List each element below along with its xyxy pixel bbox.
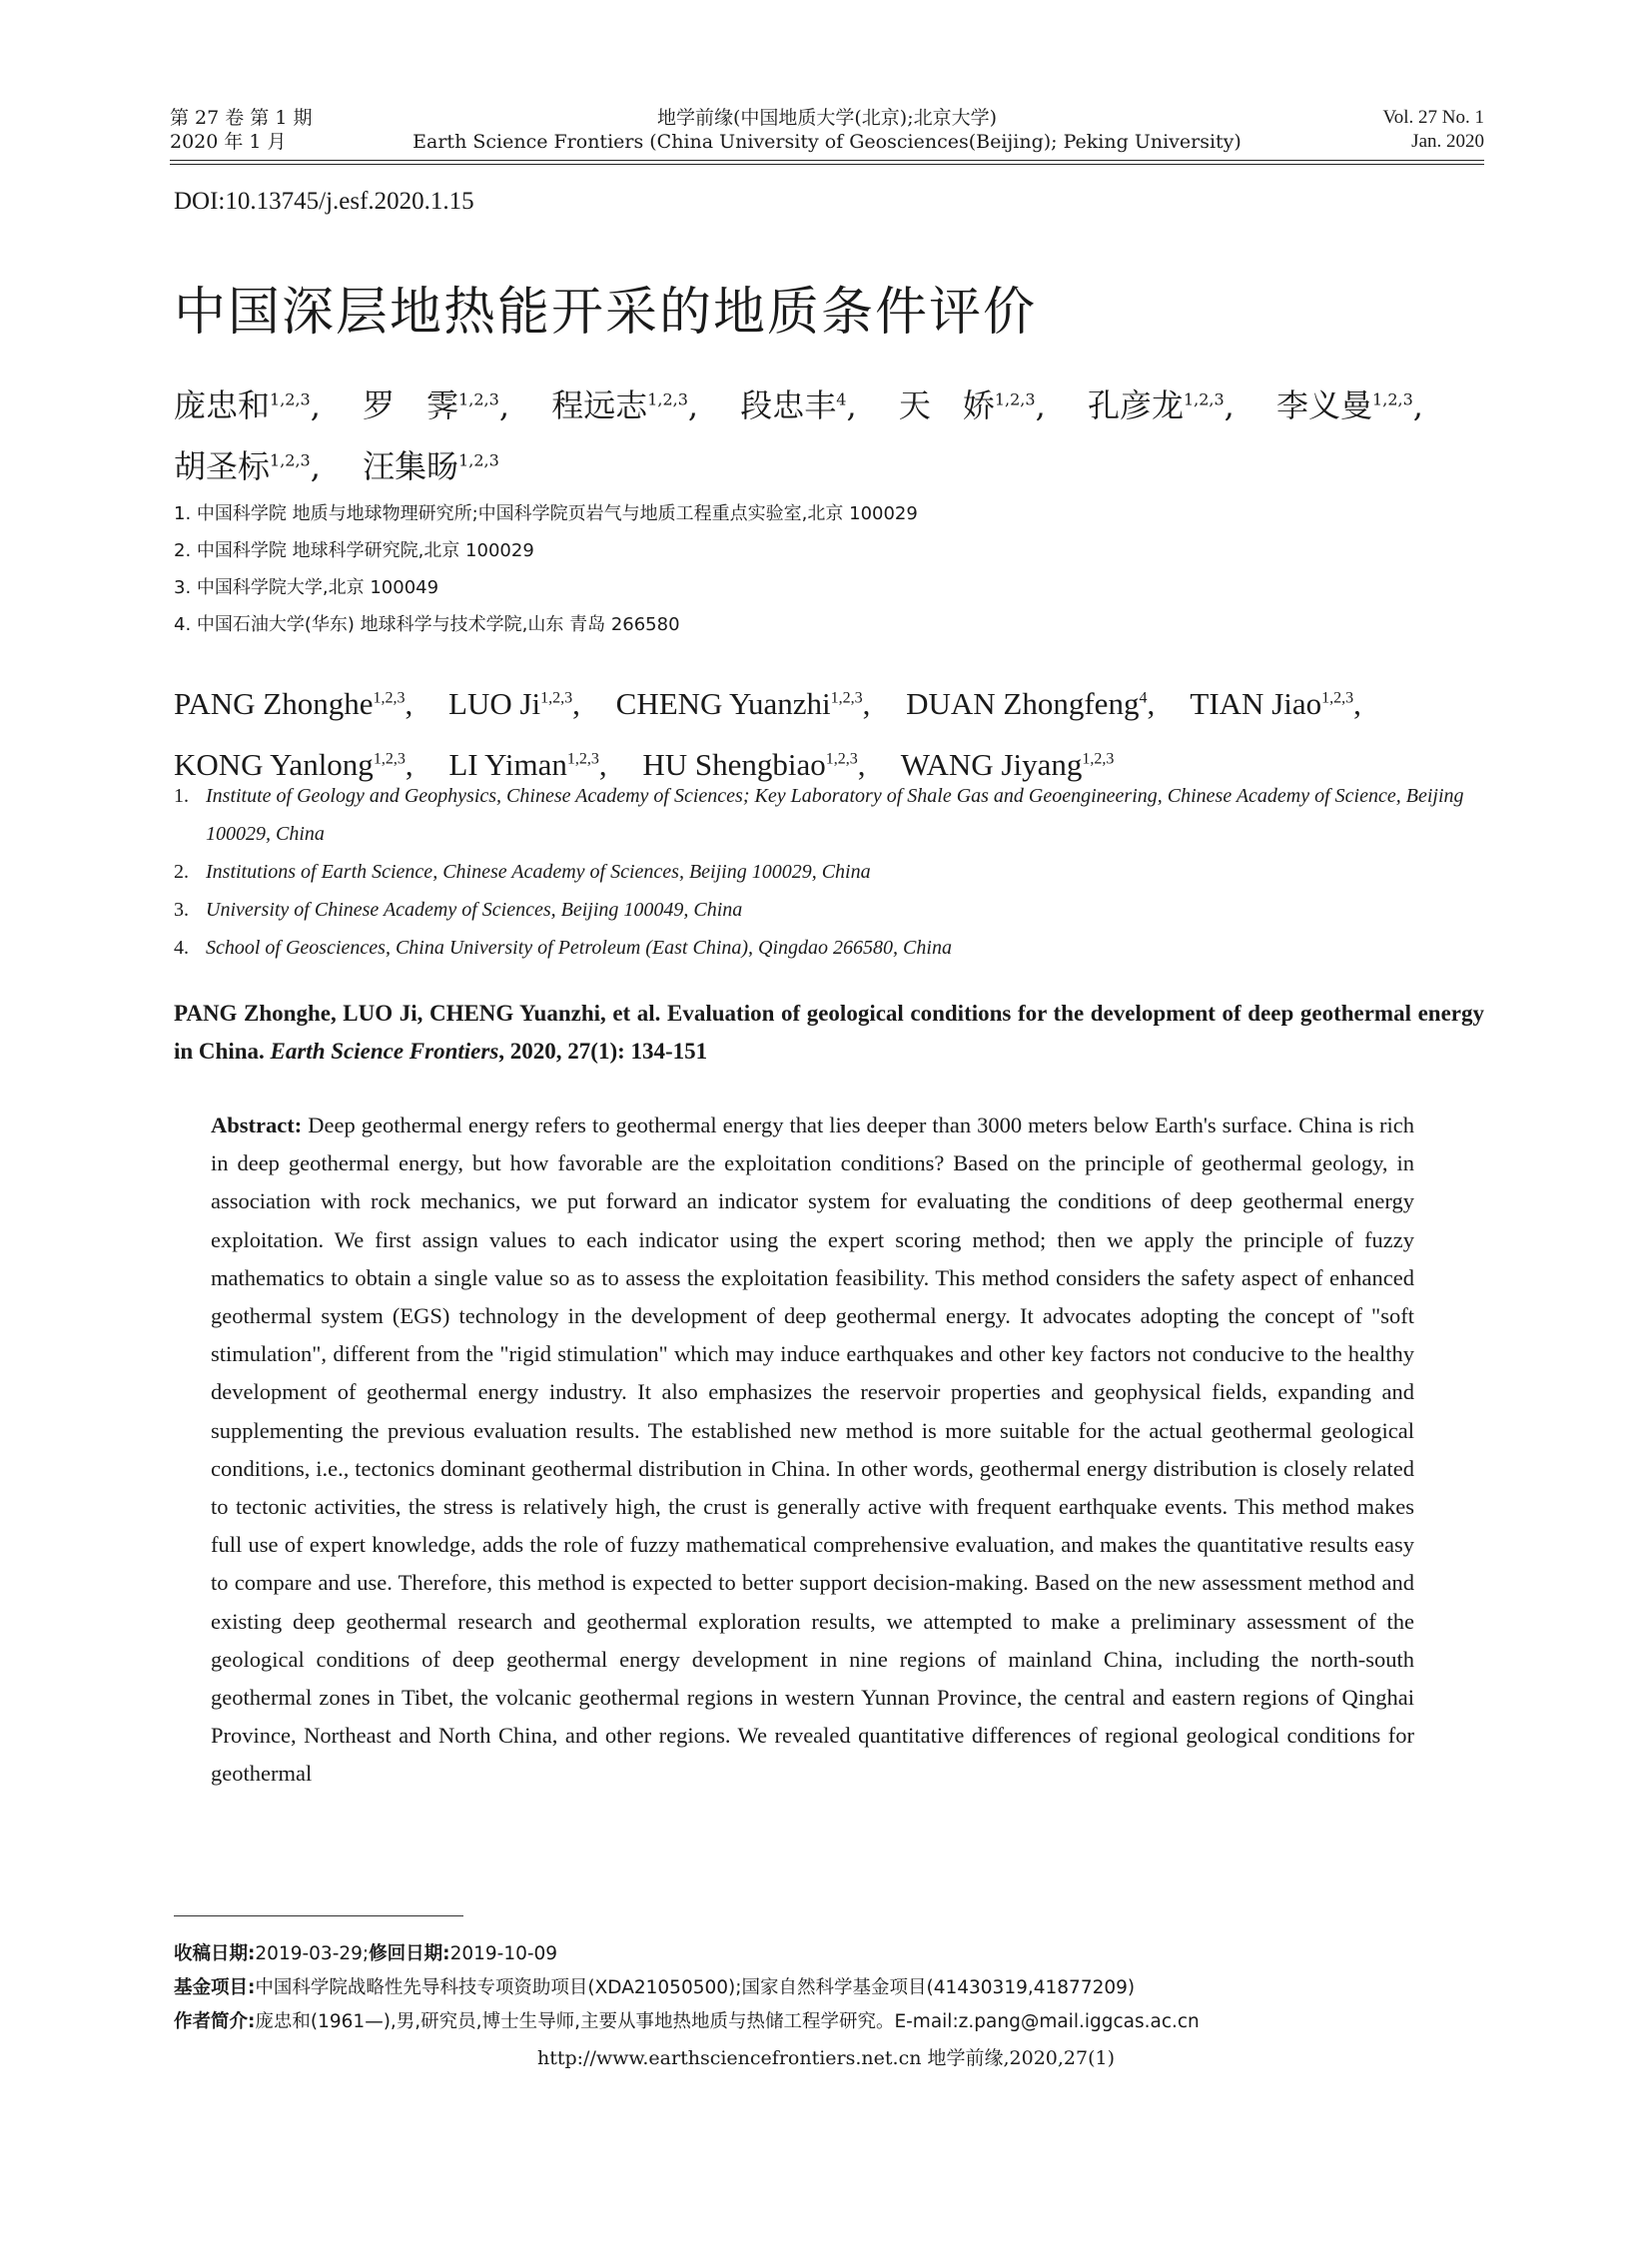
paper-title: 中国深层地热能开采的地质条件评价 bbox=[174, 283, 1038, 343]
affiliation-cn-2: 2. 中国科学院 地球科学研究院,北京 100029 bbox=[174, 540, 534, 561]
affiliation-en-number: 3. bbox=[174, 899, 189, 921]
author bbox=[616, 686, 871, 721]
author-name: DUAN Zhongfeng bbox=[906, 686, 1140, 722]
author-affiliation-mark: 1,2,3 bbox=[1321, 690, 1354, 707]
abstract bbox=[211, 1107, 1414, 1794]
running-header bbox=[170, 100, 1484, 158]
author-name: 天 娇 bbox=[898, 385, 995, 424]
author-separator: , bbox=[846, 385, 889, 424]
doi[interactable]: DOI:10.13745/j.esf.2020.1.15 bbox=[174, 188, 474, 215]
citation-journal: Earth Science Frontiers bbox=[270, 1039, 499, 1064]
affiliation-en-2 bbox=[174, 853, 1492, 891]
affiliation-en-4 bbox=[174, 929, 1492, 967]
author-name: 罗 霁 bbox=[363, 385, 459, 424]
author-affiliation-mark: 1,2,3 bbox=[373, 750, 406, 768]
author-separator: , bbox=[572, 686, 580, 722]
header-volume: 第 27 卷 第 1 期 bbox=[170, 107, 313, 129]
author-name: KONG Yanlong bbox=[174, 746, 374, 782]
author-affiliation-mark: 1,2,3 bbox=[540, 690, 573, 707]
header-date: 2020 年 1 月 bbox=[170, 131, 287, 153]
header-date-en: Jan. 2020 bbox=[1411, 131, 1484, 152]
author-name: 胡圣标 bbox=[174, 447, 271, 486]
affiliation-en-3 bbox=[174, 891, 1492, 929]
affiliation-en-text: University of Chinese Academy of Sciences, Beijing 100049, China bbox=[206, 899, 743, 921]
author bbox=[1190, 686, 1360, 721]
author-separator: , bbox=[598, 746, 607, 782]
footnote-rule bbox=[174, 1915, 463, 1916]
header-volume-en: Vol. 27 No. 1 bbox=[1382, 107, 1484, 128]
header-issue-info-en bbox=[1382, 106, 1484, 154]
fund-value: 中国科学院战略性先导科技专项资助项目(XDA21050500);国家自然科学基金项目(41430319,41877209) bbox=[255, 1977, 1136, 1998]
author-separator: , bbox=[687, 385, 731, 424]
footnotes bbox=[174, 1937, 1492, 2039]
author-affiliation-mark: 1,2,3 bbox=[373, 690, 406, 707]
author-affiliation-mark: 4 bbox=[1139, 690, 1148, 707]
author-affiliation-mark: 1,2,3 bbox=[825, 750, 858, 768]
affiliations-en bbox=[174, 777, 1492, 967]
affiliation-en-number: 2. bbox=[174, 861, 189, 883]
author bbox=[174, 686, 413, 721]
citation-text: PANG Zhonghe, LUO Ji, CHENG Yuanzhi, et al. Evaluation of geological conditions for the development of deep geothermal energy in China. bbox=[174, 1001, 1484, 1064]
received-date: 2019-03-29; bbox=[255, 1943, 370, 1964]
affiliation-cn-4: 4. 中国石油大学(华东) 地球科学与技术学院,山东 青岛 266580 bbox=[174, 614, 680, 635]
affiliation-cn-3: 3. 中国科学院大学,北京 100049 bbox=[174, 577, 439, 598]
author-name: HU Shengbiao bbox=[642, 746, 826, 782]
author bbox=[174, 386, 353, 424]
fund-label: 基金项目: bbox=[174, 1977, 256, 1998]
bio-label: 作者简介: bbox=[174, 2011, 256, 2032]
affiliation-en-text: Institutions of Earth Science, Chinese Academy of Sciences, Beijing 100029, China bbox=[206, 861, 871, 883]
author bbox=[1088, 386, 1266, 424]
author-affiliation-mark: 1,2,3 bbox=[647, 389, 688, 408]
header-rule-thick bbox=[170, 160, 1484, 161]
author bbox=[906, 686, 1155, 721]
author-affiliation-mark: 1,2,3 bbox=[1082, 750, 1115, 768]
author bbox=[899, 386, 1078, 424]
received-label: 收稿日期: bbox=[174, 1943, 256, 1964]
author-affiliation-mark: 1,2,3 bbox=[458, 450, 499, 470]
authors-en bbox=[174, 671, 1492, 792]
author-separator: , bbox=[1353, 686, 1361, 722]
author-separator: , bbox=[857, 746, 866, 782]
author-affiliation-mark: 1,2,3 bbox=[270, 389, 311, 408]
author-affiliation-mark: 1,2,3 bbox=[994, 389, 1036, 408]
citation bbox=[174, 995, 1484, 1071]
footnote-bio bbox=[174, 2005, 1492, 2039]
affiliation-en-text: Institute of Geology and Geophysics, Chinese Academy of Sciences; Key Laboratory of Shale Gas and Geoengineering, Chinese Academy of Science, Beijing 100029, China bbox=[206, 785, 1464, 845]
affiliation-en-number: 4. bbox=[174, 937, 189, 959]
author-separator: , bbox=[1035, 385, 1078, 424]
author-separator: , bbox=[405, 746, 413, 782]
affiliation-en-number: 1. bbox=[174, 785, 189, 807]
author-affiliation-mark: 4 bbox=[836, 389, 847, 408]
author-separator: , bbox=[310, 447, 353, 486]
author bbox=[1276, 386, 1455, 424]
author-name: 李义曼 bbox=[1276, 385, 1373, 424]
author-name: 程远志 bbox=[551, 385, 648, 424]
author bbox=[174, 447, 353, 485]
affiliation-cn-1: 1. 中国科学院 地质与地球物理研究所;中国科学院页岩气与地质工程重点实验室,北京 100029 bbox=[174, 503, 918, 524]
header-journal-en: Earth Science Frontiers (China University of Geosciences(Beijing); Peking University) bbox=[413, 131, 1241, 153]
abstract-text: Deep geothermal energy refers to geothermal energy that lies deeper than 3000 meters below Earth's surface. China is rich in deep geothermal energy, but how favorable are the exploitation conditions? Based on the principle of geothermal geology, in association with rock mechanics, we put forward an indicator system for evaluating the conditions of deep geothermal energy exploitation. We first assign values to each indicator using the expert scoring method; then we apply the principle of fuzzy mathematics to obtain a single value so as to assess the exploitation feasibility. This method considers the safety aspect of enhanced geothermal system (EGS) technology in the development of deep geothermal energy. It advocates adopting the concept of "soft stimulation", different from the "rigid stimulation" which may induce earthquakes and other key factors not conducive to the healthy development of geothermal energy industry. It also emphasizes the reservoir properties and geophysical fields, expanding and supplementing the previous evaluation results. The established new method is more suitable for the actual geothermal geological conditions, i.e., tectonics dominant geothermal distribution in China. In other words, geothermal energy distribution is closely related to tectonic activities, the stress is relatively high, the crust is generally active with frequent earthquake events. This method makes full use of expert knowledge, adds the role of fuzzy mathematical comprehensive evaluation, and makes the quantitative results easy to compare and use. Therefore, this method is expected to better support decision-making. Based on the new assessment method and existing deep geothermal research and geothermal exploration results, we attempted to make a preliminary assessment of the geological conditions of deep geothermal energy development in nine regions of mainland China, including the north-south geothermal zones in Tibet, the volcanic geothermal regions in western Yunnan Province, the central and eastern regions of Qinghai Province, Northeast and North China, and other regions. We revealed quantitative differences of regional geological conditions for geothermal bbox=[211, 1113, 1414, 1787]
abstract-label: Abstract: bbox=[211, 1113, 303, 1137]
author bbox=[363, 386, 541, 424]
author-affiliation-mark: 1,2,3 bbox=[1372, 389, 1413, 408]
author-name: WANG Jiyang bbox=[900, 746, 1083, 782]
page-footer[interactable]: http://www.earthsciencefrontiers.net.cn 地学前缘,2020,27(1) bbox=[536, 2047, 1116, 2069]
author-separator: , bbox=[498, 385, 542, 424]
header-rule-thin bbox=[170, 164, 1484, 165]
author bbox=[448, 686, 580, 721]
header-journal-cn: 地学前缘(中国地质大学(北京);北京大学) bbox=[656, 107, 998, 129]
author-name: LI Yiman bbox=[448, 746, 567, 782]
authors-cn bbox=[174, 372, 1492, 494]
author-affiliation-mark: 1,2,3 bbox=[830, 690, 863, 707]
author-name: TIAN Jiao bbox=[1190, 686, 1322, 722]
author-name: 汪集旸 bbox=[363, 447, 459, 486]
author-name: LUO Ji bbox=[448, 686, 541, 722]
revised-date: 2019-10-09 bbox=[449, 1943, 558, 1964]
revised-label: 修回日期: bbox=[369, 1943, 450, 1964]
author-separator: , bbox=[1412, 385, 1455, 424]
author-name: CHENG Yuanzhi bbox=[615, 686, 831, 722]
author-name: PANG Zhonghe bbox=[174, 686, 374, 722]
author-affiliation-mark: 1,2,3 bbox=[566, 750, 599, 768]
author-name: 庞忠和 bbox=[174, 385, 271, 424]
author-separator: , bbox=[310, 385, 353, 424]
footnote-dates bbox=[174, 1937, 1492, 1971]
author bbox=[551, 386, 730, 424]
author-name: 孔彦龙 bbox=[1087, 385, 1184, 424]
citation-details: , 2020, 27(1): 134-151 bbox=[498, 1039, 708, 1064]
author-affiliation-mark: 1,2,3 bbox=[1183, 389, 1225, 408]
author-separator: , bbox=[862, 686, 871, 722]
affiliations-cn bbox=[174, 495, 918, 643]
bio-value: 庞忠和(1961—),男,研究员,博士生导师,主要从事地热地质与热储工程学研究。E-mail:z.pang@mail.iggcas.ac.cn bbox=[255, 2011, 1200, 2032]
author-name: 段忠丰 bbox=[740, 385, 837, 424]
header-journal bbox=[170, 106, 1484, 154]
author-separator: , bbox=[405, 686, 413, 722]
author-separator: , bbox=[1224, 385, 1266, 424]
author-affiliation-mark: 1,2,3 bbox=[458, 389, 499, 408]
author-affiliation-mark: 1,2,3 bbox=[270, 450, 311, 470]
author bbox=[363, 447, 499, 485]
author-separator: , bbox=[1147, 686, 1156, 722]
affiliation-en-text: School of Geosciences, China University of Petroleum (East China), Qingdao 266580, China bbox=[206, 937, 952, 959]
footnote-fund bbox=[174, 1971, 1492, 2005]
affiliation-en-1 bbox=[174, 777, 1492, 853]
author bbox=[740, 386, 888, 424]
